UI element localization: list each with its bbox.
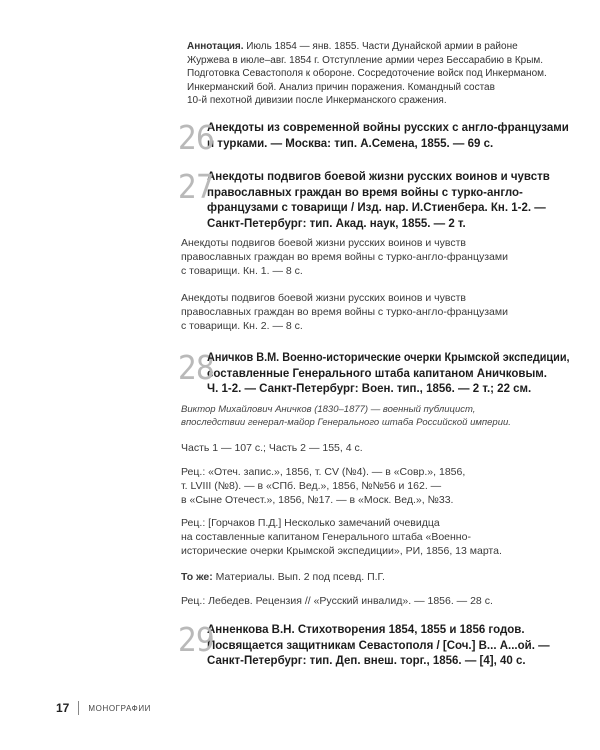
annotation-line: Июль 1854 — янв. 1855. Части Дунайской армии в районе <box>243 41 518 52</box>
bio-line: впоследствии генерал-майор Генерального штаба Российской империи. <box>181 417 511 428</box>
annotation-line: Инкерманский бой. Анализ причин поражения. Командный состав <box>187 81 495 93</box>
review-line: исторические очерки Крымской экспедиции», РИ, 1856, 13 марта. <box>181 545 502 557</box>
entry-title-line: французами с товарищи / Изд. нар. И.Стиенбера. Кн. 1-2. — <box>207 202 546 214</box>
annotation-label: Аннотация. <box>187 41 244 52</box>
annotation-line: Журжева в июле–авг. 1854 г. Отступление армии через Бессарабию в Крым. <box>187 54 544 66</box>
review-line: на составленные капитаном Генерального штаба «Военно- <box>181 531 471 543</box>
annotation-line: 10-й пехотной дивизии после Инкерманского сражения. <box>187 95 447 106</box>
entry-28-reviews-1 <box>181 465 561 507</box>
entry-27-note-1 <box>181 236 561 278</box>
review-line: т. LVIII (№8). — в «СПб. Вед.», 1856, №№56 и 162. — <box>181 480 442 492</box>
entry-28-reviews-2 <box>181 516 561 558</box>
note-line: Анекдоты подвигов боевой жизни русских воинов и чувств <box>181 292 466 304</box>
entry-title <box>207 121 570 152</box>
same-label: То же: <box>181 571 213 583</box>
entry-title-line: Анекдоты подвигов боевой жизни русских воинов и чувств <box>207 171 550 183</box>
page-number: 17 <box>56 701 70 715</box>
entry-number: 27 <box>178 167 214 206</box>
entry-28-parts: Часть 1 — 107 с.; Часть 2 — 155, 4 с. <box>181 442 363 454</box>
entry-title <box>207 351 570 398</box>
note-line: с товарищи. Кн. 2. — 8 с. <box>181 320 303 332</box>
entry-title-line: и турками. — Москва: тип. А.Семена, 1855. — 69 с. <box>207 137 494 150</box>
entry-title-line: Санкт-Петербург: тип. Деп. внеш. торг., 1856. — [4], 40 с. <box>207 655 526 667</box>
entry-title-line: православных граждан во время войны с турко-англо- <box>207 186 523 199</box>
footer-divider <box>78 701 79 715</box>
note-line: Анекдоты подвигов боевой жизни русских воинов и чувств <box>181 237 466 249</box>
review-line: в «Сыне Отечест.», 1856, №17. — в «Моск. Вед.», №33. <box>181 494 454 506</box>
same-text: Материалы. Вып. 2 под псевд. П.Г. <box>212 571 385 583</box>
entry-28-reviews-3: Рец.: Лебедев. Рецензия // «Русский инвалид». — 1856. — 28 с. <box>181 595 493 607</box>
entry-27-note-2 <box>181 291 561 333</box>
note-line: православных граждан во время войны с турко-англо-французами <box>181 306 508 318</box>
entry-title-line: составленные Генерального штаба капитаном Аничковым. <box>207 367 548 380</box>
entry-number: 29 <box>178 620 214 659</box>
annotation-line: Подготовка Севастополя к обороне. Сосредоточение войск под Инкерманом. <box>187 68 547 79</box>
entry-title <box>207 623 570 670</box>
entry-number: 26 <box>178 118 214 157</box>
entry-title-line: Анненкова В.Н. Стихотворения 1854, 1855 и 1856 годов. <box>207 624 525 636</box>
entry-title-line: Посвящается защитникам Севастополя / [Соч.] В... А...ой. — <box>207 639 550 652</box>
entry-28 <box>178 348 570 398</box>
entry-number: 28 <box>178 348 214 387</box>
bio-line: Виктор Михайлович Аничков (1830–1877) — военный публицист, <box>181 404 476 415</box>
annotation <box>187 40 567 108</box>
entry-28-bio <box>181 403 561 429</box>
page-footer <box>56 701 151 715</box>
section-name: МОНОГРАФИИ <box>88 703 152 713</box>
note-line: православных граждан во время войны с турко-англо-французами <box>181 251 508 263</box>
entry-title-line: Анекдоты из современной войны русских с англо-французами <box>207 122 569 134</box>
review-line: Рец.: «Отеч. запис.», 1856, т. CV (№4). — в «Совр.», 1856, <box>181 466 466 478</box>
entry-title <box>207 170 570 232</box>
review-line: Рец.: [Горчаков П.Д.] Несколько замечаний очевидца <box>181 517 440 529</box>
entry-29 <box>178 620 570 670</box>
entry-26 <box>178 118 570 157</box>
entry-title-line: Санкт-Петербург: тип. Акад. наук, 1855. — 2 т. <box>207 217 466 230</box>
entry-title-line: Ч. 1-2. — Санкт-Петербург: Воен. тип., 1856. — 2 т.; 22 см. <box>207 383 532 395</box>
entry-27 <box>178 167 570 232</box>
entry-title-line: Аничков В.М. Военно-исторические очерки Крымской экспедиции, <box>207 352 570 364</box>
entry-28-same <box>181 570 561 584</box>
note-line: с товарищи. Кн. 1. — 8 с. <box>181 265 303 277</box>
